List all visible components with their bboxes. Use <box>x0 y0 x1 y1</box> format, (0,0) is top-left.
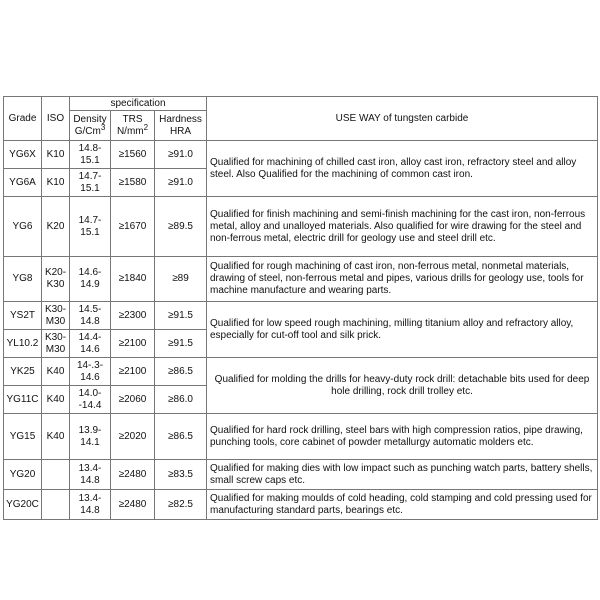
density-cell: 13.9- 14.1 <box>70 414 111 460</box>
iso-cell: K30- M30 <box>42 302 70 330</box>
iso-cell: K20 <box>42 197 70 257</box>
use-cell: Qualified for finish machining and semi-finish machining for the cast iron, non-ferrous metal, alloy and unalloyed materials. Also qualified for wire drawing for the steel and non-ferrous metal, electric drill for geology use and steel drill etc. <box>207 197 598 257</box>
iso-cell: K20- K30 <box>42 257 70 302</box>
table-row <box>4 460 598 490</box>
iso-cell: K10 <box>42 169 70 197</box>
hardness-label: Hardness <box>159 113 202 125</box>
density-unit <box>71 122 109 138</box>
density-cell: 13.4- 14.8 <box>70 490 111 520</box>
hardness-cell: ≥91.5 <box>155 330 207 358</box>
use-cell: Qualified for machining of chilled cast iron, alloy cast iron, refractory steel and alloy steel. Also Qualified for the machining of common cast iron. <box>207 141 598 197</box>
density-cell: 14.0- -14.4 <box>70 386 111 414</box>
hardness-cell: ≥83.5 <box>155 460 207 490</box>
iso-cell: K40 <box>42 358 70 386</box>
density-cell: 14.8- 15.1 <box>70 141 111 169</box>
density-cell: 14.4- 14.6 <box>70 330 111 358</box>
grade-cell: YS2T <box>4 302 42 330</box>
density-cell: 13.4- 14.8 <box>70 460 111 490</box>
trs-unit-base: N/mm <box>116 125 144 137</box>
iso-cell: K40 <box>42 414 70 460</box>
hardness-cell: ≥91.0 <box>155 169 207 197</box>
density-cell: 14-.3- 14.6 <box>70 358 111 386</box>
iso-header: ISO <box>42 97 70 141</box>
density-unit-base: G/Cm <box>74 125 101 137</box>
use-cell: Qualified for rough machining of cast iron, non-ferrous metal, nonmetal materials, drawing of steel, non-ferrous metal and pipes, various drills for geology use, tools for machine manufacture and wearing parts. <box>207 257 598 302</box>
hardness-cell: ≥89 <box>155 257 207 302</box>
grade-cell: YG6A <box>4 169 42 197</box>
iso-cell <box>42 460 70 490</box>
density-cell: 14.5- 14.8 <box>70 302 111 330</box>
table-row <box>4 141 598 169</box>
carbide-spec-table <box>3 96 598 520</box>
iso-cell <box>42 490 70 520</box>
hardness-cell: ≥86.0 <box>155 386 207 414</box>
iso-cell: K40 <box>42 386 70 414</box>
hardness-cell: ≥91.0 <box>155 141 207 169</box>
trs-cell: ≥2020 <box>111 414 155 460</box>
grade-cell: YG11C <box>4 386 42 414</box>
use-way-header: USE WAY of tungsten carbide <box>207 97 598 141</box>
grade-cell: YK25 <box>4 358 42 386</box>
use-cell: Qualified for hard rock drilling, steel bars with high compression ratios, pipe drawing, punching tools, core cabinet of powder metallurgy automatic molders etc. <box>207 414 598 460</box>
grade-cell: YG6 <box>4 197 42 257</box>
table-row <box>4 358 598 386</box>
specification-header: specification <box>70 97 207 111</box>
hardness-cell: ≥82.5 <box>155 490 207 520</box>
grade-cell: YG6X <box>4 141 42 169</box>
trs-cell: ≥2480 <box>111 490 155 520</box>
use-cell: Qualified for molding the drills for heavy-duty rock drill: detachable bits used for deep hole drilling, rock drill trolley etc. <box>207 358 598 414</box>
table-row <box>4 414 598 460</box>
trs-cell: ≥1560 <box>111 141 155 169</box>
table-row <box>4 197 598 257</box>
trs-cell: ≥2100 <box>111 358 155 386</box>
carbide-spec-table-container <box>3 96 598 520</box>
trs-cell: ≥1580 <box>111 169 155 197</box>
trs-cell: ≥2060 <box>111 386 155 414</box>
grade-cell: YG15 <box>4 414 42 460</box>
iso-cell: K10 <box>42 141 70 169</box>
hardness-cell: ≥89.5 <box>155 197 207 257</box>
density-cell: 14.7- 15.1 <box>70 169 111 197</box>
table-row <box>4 490 598 520</box>
use-cell: Qualified for making dies with low impact such as punching watch parts, battery shells, small screw caps etc. <box>207 460 598 490</box>
hardness-cell: ≥86.5 <box>155 414 207 460</box>
hardness-cell: ≥86.5 <box>155 358 207 386</box>
hardness-unit: HRA <box>169 125 192 137</box>
trs-unit-exponent: 2 <box>143 122 149 132</box>
trs-unit <box>112 122 153 138</box>
density-header <box>70 111 111 141</box>
grade-cell: YG20 <box>4 460 42 490</box>
trs-cell: ≥2100 <box>111 330 155 358</box>
trs-cell: ≥1840 <box>111 257 155 302</box>
density-label: Density <box>73 113 107 125</box>
grade-cell: YG8 <box>4 257 42 302</box>
grade-cell: YG20C <box>4 490 42 520</box>
use-cell: Qualified for making moulds of cold heading, cold stamping and cold pressing used for manufacturing standard parts, bearings etc. <box>207 490 598 520</box>
density-cell: 14.6- 14.9 <box>70 257 111 302</box>
density-cell: 14.7- 15.1 <box>70 197 111 257</box>
grade-header: Grade <box>4 97 42 141</box>
trs-cell: ≥1670 <box>111 197 155 257</box>
trs-label: TRS <box>122 113 143 125</box>
hardness-header <box>155 111 207 141</box>
density-unit-exponent: 3 <box>100 122 106 132</box>
trs-cell: ≥2480 <box>111 460 155 490</box>
grade-cell: YL10.2 <box>4 330 42 358</box>
iso-cell: K30- M30 <box>42 330 70 358</box>
trs-cell: ≥2300 <box>111 302 155 330</box>
trs-header <box>111 111 155 141</box>
hardness-cell: ≥91.5 <box>155 302 207 330</box>
use-cell: Qualified for low speed rough machining, milling titanium alloy and refractory alloy, especially for cut-off tool and silk prick. <box>207 302 598 358</box>
header-row-1 <box>4 97 598 111</box>
table-row <box>4 257 598 302</box>
table-row <box>4 302 598 330</box>
